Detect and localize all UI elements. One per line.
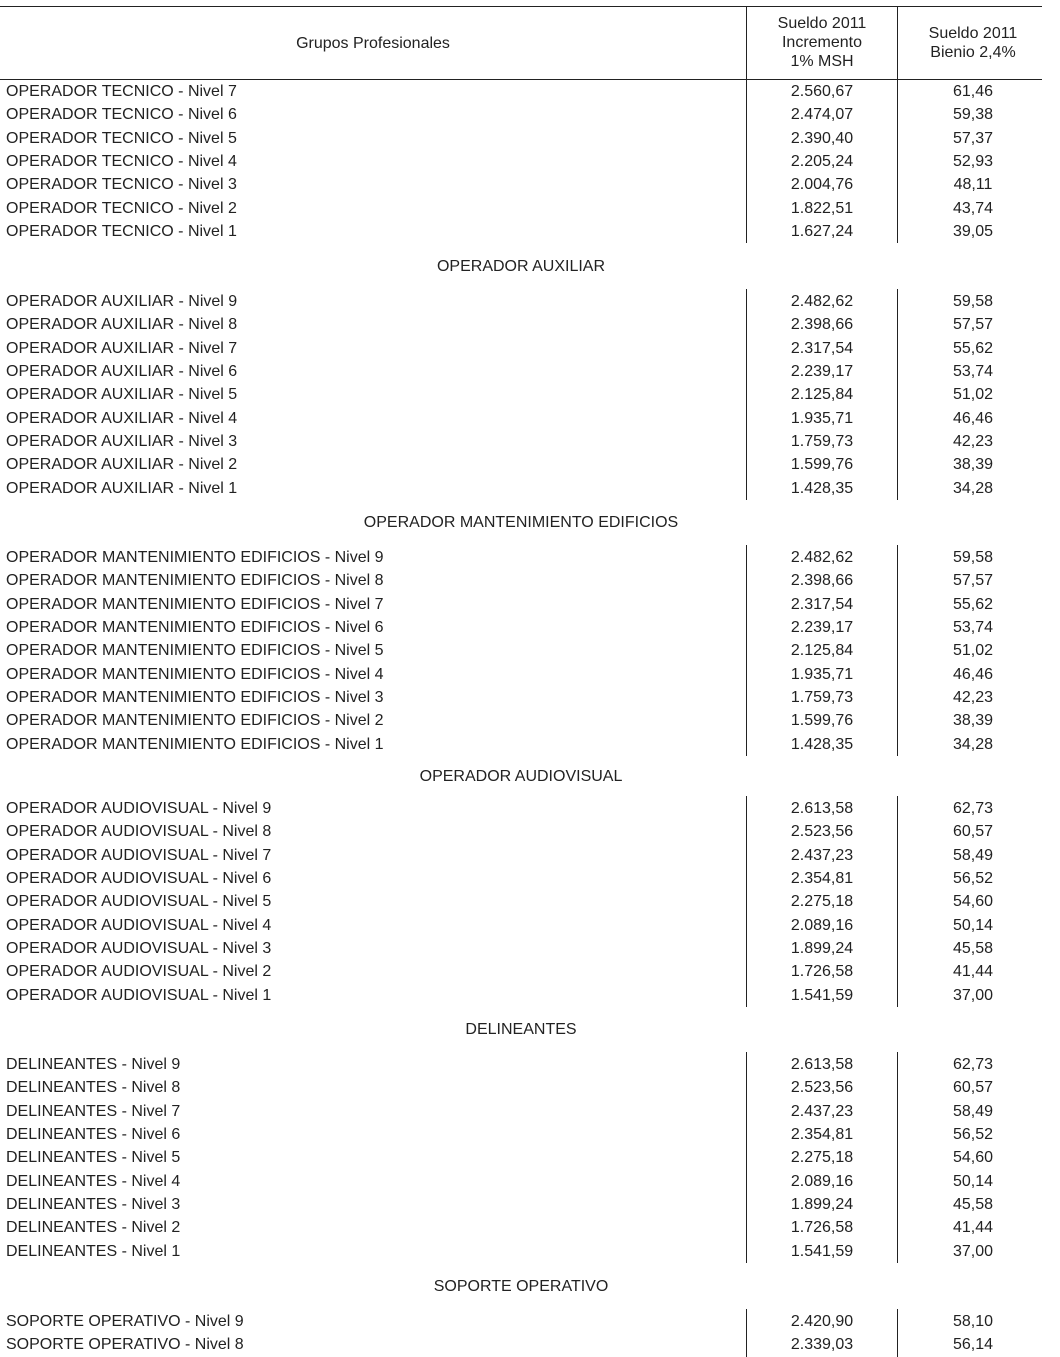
row-sueldo-bienio: 54,60 xyxy=(952,1149,994,1166)
row-sueldo-bienio: 39,05 xyxy=(952,223,994,240)
row-category: DELINEANTES - Nivel 6 xyxy=(6,1126,181,1143)
row-sueldo-bienio: 37,00 xyxy=(952,987,994,1004)
row-sueldo-incremento: 1.759,73 xyxy=(790,689,854,706)
header-sueldo-incremento xyxy=(747,14,897,71)
row-sueldo-incremento: 2.560,67 xyxy=(790,83,854,100)
row-sueldo-incremento: 2.613,58 xyxy=(790,800,854,817)
row-category: OPERADOR TECNICO - Nivel 1 xyxy=(6,223,237,240)
row-sueldo-bienio: 51,02 xyxy=(952,642,994,659)
row-sueldo-bienio: 41,44 xyxy=(952,963,994,980)
row-category: OPERADOR AUDIOVISUAL - Nivel 2 xyxy=(6,963,272,980)
row-sueldo-incremento: 1.428,35 xyxy=(790,480,854,497)
row-sueldo-incremento: 1.935,71 xyxy=(790,410,854,427)
row-sueldo-incremento: 1.428,35 xyxy=(790,736,854,753)
row-category: OPERADOR AUDIOVISUAL - Nivel 7 xyxy=(6,847,272,864)
row-category: OPERADOR AUXILIAR - Nivel 8 xyxy=(6,316,238,333)
row-sueldo-bienio: 58,49 xyxy=(952,1103,994,1120)
row-sueldo-bienio: 54,60 xyxy=(952,893,994,910)
row-sueldo-bienio: 51,02 xyxy=(952,386,994,403)
row-sueldo-bienio: 45,58 xyxy=(952,940,994,957)
row-category: OPERADOR AUXILIAR - Nivel 5 xyxy=(6,386,238,403)
row-sueldo-bienio: 46,46 xyxy=(952,410,994,427)
row-sueldo-bienio: 61,46 xyxy=(952,83,994,100)
row-sueldo-bienio: 43,74 xyxy=(952,200,994,217)
row-category: OPERADOR MANTENIMIENTO EDIFICIOS - Nivel 4 xyxy=(6,666,384,683)
row-sueldo-incremento: 2.089,16 xyxy=(790,1173,854,1190)
row-category: OPERADOR TECNICO - Nivel 6 xyxy=(6,106,237,123)
row-category: OPERADOR MANTENIMIENTO EDIFICIOS - Nivel 5 xyxy=(6,642,384,659)
row-category: DELINEANTES - Nivel 5 xyxy=(6,1149,181,1166)
row-sueldo-bienio: 60,57 xyxy=(952,823,994,840)
row-sueldo-incremento: 1.627,24 xyxy=(790,223,854,240)
row-sueldo-bienio: 55,62 xyxy=(952,340,994,357)
section-title: OPERADOR AUDIOVISUAL xyxy=(419,768,623,785)
section-title: DELINEANTES xyxy=(465,1021,577,1038)
row-sueldo-bienio: 38,39 xyxy=(952,456,994,473)
row-category: OPERADOR TECNICO - Nivel 4 xyxy=(6,153,237,170)
row-category: OPERADOR TECNICO - Nivel 3 xyxy=(6,176,237,193)
row-sueldo-incremento: 1.541,59 xyxy=(790,1243,854,1260)
row-category: OPERADOR AUXILIAR - Nivel 3 xyxy=(6,433,238,450)
row-sueldo-incremento: 2.089,16 xyxy=(790,917,854,934)
row-category: OPERADOR MANTENIMIENTO EDIFICIOS - Nivel 2 xyxy=(6,712,384,729)
row-sueldo-bienio: 46,46 xyxy=(952,666,994,683)
row-category: DELINEANTES - Nivel 9 xyxy=(6,1056,181,1073)
row-sueldo-incremento: 2.437,23 xyxy=(790,1103,854,1120)
row-sueldo-bienio: 42,23 xyxy=(952,689,994,706)
row-category: OPERADOR TECNICO - Nivel 2 xyxy=(6,200,237,217)
row-sueldo-incremento: 2.125,84 xyxy=(790,642,854,659)
row-category: SOPORTE OPERATIVO - Nivel 9 xyxy=(6,1313,244,1330)
row-sueldo-incremento: 1.899,24 xyxy=(790,940,854,957)
row-category: OPERADOR AUDIOVISUAL - Nivel 5 xyxy=(6,893,272,910)
row-sueldo-incremento: 2.354,81 xyxy=(790,870,854,887)
row-sueldo-incremento: 2.613,58 xyxy=(790,1056,854,1073)
row-sueldo-bienio: 62,73 xyxy=(952,800,994,817)
row-sueldo-incremento: 1.899,24 xyxy=(790,1196,854,1213)
section-title: OPERADOR AUXILIAR xyxy=(436,258,606,275)
row-sueldo-incremento: 2.482,62 xyxy=(790,293,854,310)
header-bottom-rule xyxy=(0,79,1042,80)
row-sueldo-incremento: 2.205,24 xyxy=(790,153,854,170)
row-category: OPERADOR AUDIOVISUAL - Nivel 9 xyxy=(6,800,272,817)
row-category: OPERADOR AUXILIAR - Nivel 6 xyxy=(6,363,238,380)
row-category: DELINEANTES - Nivel 7 xyxy=(6,1103,181,1120)
row-category: OPERADOR MANTENIMIENTO EDIFICIOS - Nivel 1 xyxy=(6,736,384,753)
header-grupos-profesionales: Grupos Profesionales xyxy=(296,35,450,52)
row-sueldo-incremento: 2.482,62 xyxy=(790,549,854,566)
row-category: DELINEANTES - Nivel 4 xyxy=(6,1173,181,1190)
row-sueldo-incremento: 1.759,73 xyxy=(790,433,854,450)
row-sueldo-bienio: 50,14 xyxy=(952,917,994,934)
row-sueldo-incremento: 2.275,18 xyxy=(790,893,854,910)
header-sueldo-bienio-line-2: Bienio 2,4% xyxy=(930,44,1016,61)
row-sueldo-incremento: 2.317,54 xyxy=(790,596,854,613)
row-sueldo-incremento: 2.004,76 xyxy=(790,176,854,193)
row-sueldo-bienio: 56,52 xyxy=(952,870,994,887)
row-sueldo-incremento: 2.390,40 xyxy=(790,130,854,147)
row-category: OPERADOR AUDIOVISUAL - Nivel 1 xyxy=(6,987,272,1004)
row-sueldo-bienio: 56,52 xyxy=(952,1126,994,1143)
row-category: OPERADOR MANTENIMIENTO EDIFICIOS - Nivel 9 xyxy=(6,549,384,566)
row-sueldo-incremento: 2.354,81 xyxy=(790,1126,854,1143)
row-category: OPERADOR MANTENIMIENTO EDIFICIOS - Nivel 7 xyxy=(6,596,384,613)
row-sueldo-bienio: 38,39 xyxy=(952,712,994,729)
row-category: OPERADOR AUDIOVISUAL - Nivel 8 xyxy=(6,823,272,840)
row-sueldo-incremento: 1.726,58 xyxy=(790,1219,854,1236)
row-sueldo-bienio: 48,11 xyxy=(953,176,993,193)
row-sueldo-incremento: 2.275,18 xyxy=(790,1149,854,1166)
row-category: DELINEANTES - Nivel 2 xyxy=(6,1219,181,1236)
row-sueldo-incremento: 1.726,58 xyxy=(790,963,854,980)
row-sueldo-bienio: 37,00 xyxy=(952,1243,994,1260)
row-sueldo-bienio: 34,28 xyxy=(952,736,994,753)
row-sueldo-bienio: 42,23 xyxy=(952,433,994,450)
header-sueldo-incremento-line-2: Incremento xyxy=(781,34,863,51)
row-category: OPERADOR AUDIOVISUAL - Nivel 6 xyxy=(6,870,272,887)
row-sueldo-bienio: 34,28 xyxy=(952,480,994,497)
row-category: OPERADOR AUXILIAR - Nivel 9 xyxy=(6,293,238,310)
row-sueldo-bienio: 57,57 xyxy=(952,316,994,333)
row-category: DELINEANTES - Nivel 1 xyxy=(6,1243,181,1260)
section-title: SOPORTE OPERATIVO xyxy=(433,1278,609,1295)
row-sueldo-bienio: 56,14 xyxy=(952,1336,994,1353)
row-sueldo-bienio: 59,58 xyxy=(952,549,994,566)
row-category: OPERADOR AUDIOVISUAL - Nivel 4 xyxy=(6,917,272,934)
row-sueldo-incremento: 2.523,56 xyxy=(790,1079,854,1096)
row-category: OPERADOR AUXILIAR - Nivel 2 xyxy=(6,456,238,473)
row-category: OPERADOR MANTENIMIENTO EDIFICIOS - Nivel 3 xyxy=(6,689,384,706)
row-sueldo-incremento: 2.239,17 xyxy=(790,619,854,636)
row-category: DELINEANTES - Nivel 3 xyxy=(6,1196,181,1213)
row-category: OPERADOR TECNICO - Nivel 5 xyxy=(6,130,237,147)
row-category: OPERADOR AUXILIAR - Nivel 1 xyxy=(6,480,238,497)
row-category: OPERADOR AUDIOVISUAL - Nivel 3 xyxy=(6,940,272,957)
row-sueldo-bienio: 52,93 xyxy=(952,153,994,170)
row-sueldo-incremento: 1.822,51 xyxy=(790,200,854,217)
row-category: OPERADOR MANTENIMIENTO EDIFICIOS - Nivel 8 xyxy=(6,572,384,589)
row-sueldo-bienio: 59,38 xyxy=(952,106,994,123)
row-sueldo-bienio: 60,57 xyxy=(952,1079,994,1096)
row-sueldo-bienio: 57,37 xyxy=(952,130,994,147)
row-sueldo-bienio: 58,10 xyxy=(952,1313,994,1330)
row-sueldo-bienio: 45,58 xyxy=(952,1196,994,1213)
row-sueldo-bienio: 58,49 xyxy=(952,847,994,864)
row-sueldo-bienio: 53,74 xyxy=(952,619,994,636)
row-sueldo-incremento: 2.420,90 xyxy=(790,1313,854,1330)
row-sueldo-bienio: 50,14 xyxy=(952,1173,994,1190)
row-sueldo-incremento: 2.398,66 xyxy=(790,316,854,333)
row-sueldo-incremento: 1.541,59 xyxy=(790,987,854,1004)
row-category: OPERADOR AUXILIAR - Nivel 4 xyxy=(6,410,238,427)
row-sueldo-bienio: 55,62 xyxy=(952,596,994,613)
header-sueldo-incremento-line-1: Sueldo 2011 xyxy=(777,15,867,32)
row-sueldo-bienio: 62,73 xyxy=(952,1056,994,1073)
row-sueldo-incremento: 2.523,56 xyxy=(790,823,854,840)
row-sueldo-bienio: 59,58 xyxy=(952,293,994,310)
header-sueldo-incremento-line-3: 1% MSH xyxy=(790,53,854,70)
row-category: SOPORTE OPERATIVO - Nivel 8 xyxy=(6,1336,244,1353)
header-sueldo-bienio-line-1: Sueldo 2011 xyxy=(928,25,1018,42)
row-sueldo-incremento: 1.599,76 xyxy=(790,456,854,473)
row-sueldo-incremento: 2.474,07 xyxy=(790,106,854,123)
row-sueldo-bienio: 53,74 xyxy=(952,363,994,380)
section-title: OPERADOR MANTENIMIENTO EDIFICIOS xyxy=(363,514,679,531)
row-sueldo-incremento: 2.339,03 xyxy=(790,1336,854,1353)
row-sueldo-incremento: 2.317,54 xyxy=(790,340,854,357)
row-sueldo-bienio: 57,57 xyxy=(952,572,994,589)
row-category: DELINEANTES - Nivel 8 xyxy=(6,1079,181,1096)
row-sueldo-incremento: 2.398,66 xyxy=(790,572,854,589)
row-sueldo-incremento: 2.125,84 xyxy=(790,386,854,403)
row-sueldo-incremento: 1.599,76 xyxy=(790,712,854,729)
row-sueldo-incremento: 1.935,71 xyxy=(790,666,854,683)
header-top-rule xyxy=(0,6,1042,7)
row-sueldo-incremento: 2.239,17 xyxy=(790,363,854,380)
row-category: OPERADOR TECNICO - Nivel 7 xyxy=(6,83,237,100)
row-category: OPERADOR AUXILIAR - Nivel 7 xyxy=(6,340,238,357)
header-sueldo-bienio xyxy=(898,24,1048,62)
row-sueldo-bienio: 41,44 xyxy=(952,1219,994,1236)
row-category: OPERADOR MANTENIMIENTO EDIFICIOS - Nivel 6 xyxy=(6,619,384,636)
row-sueldo-incremento: 2.437,23 xyxy=(790,847,854,864)
